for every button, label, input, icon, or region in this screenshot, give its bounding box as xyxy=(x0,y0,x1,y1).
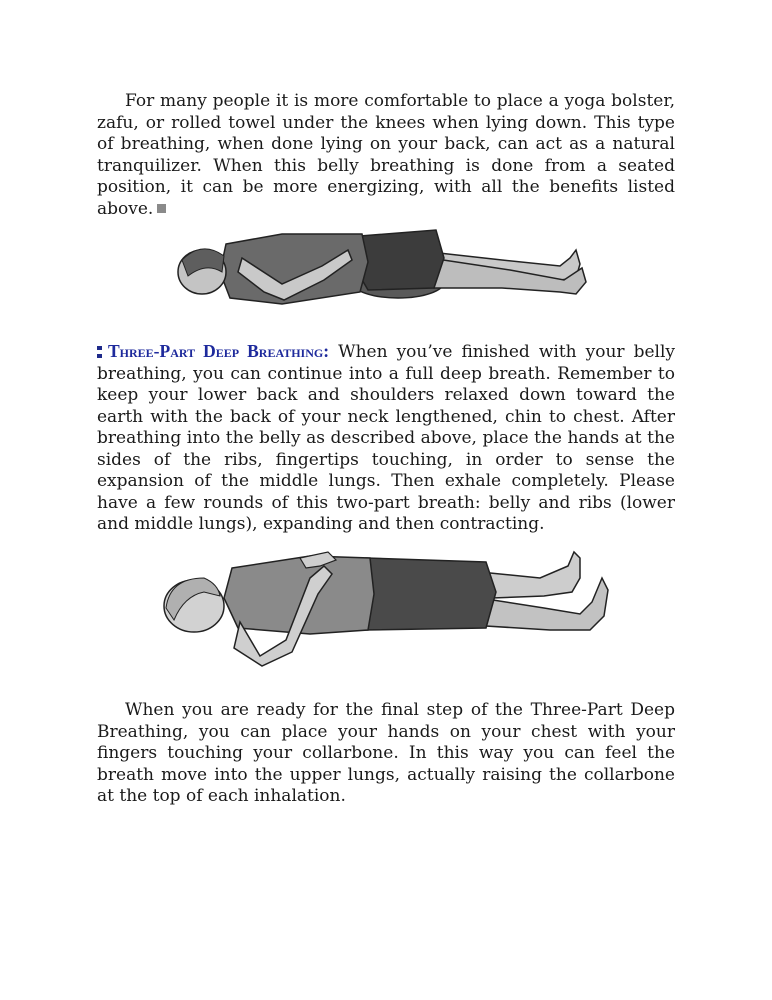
paragraph-final-step xyxy=(97,700,675,808)
paragraph-text: For many people it is more comfortable to place a yoga bolster, zafu, or rolled towel under the knees when lying down. This type of breathing, when done lying on your back, can act as a natural tranquilizer. When this belly breathing is done from a seated position, it can be more energizing, with all the benefits listed above. xyxy=(97,91,675,219)
reclining-figure-hands-on-ribs-illustration xyxy=(160,538,612,674)
paragraph-text: When you’ve finished with your belly breathing, you can continue into a full deep breath. Remember to keep your lower back and shoulders relaxed down toward the earth with the back of your neck lengthened, chin to chest. After breathing into the belly as described above, place the hands at the sides of the ribs, fingertips touching, in order to sense the expansion of the middle lungs. Then exhale completely. Please have a few rounds of this two-part breath: belly and ribs (lower and middle lungs), expanding and then contracting. xyxy=(97,342,676,534)
end-of-section-mark xyxy=(157,204,166,213)
section-heading: Three-Part Deep Breathing: xyxy=(108,341,330,361)
reclining-figure-with-bolster-illustration xyxy=(172,222,604,312)
section-bullet-icon xyxy=(97,346,102,358)
paragraph-three-part-breathing xyxy=(97,341,675,536)
paragraph-bolster-tip xyxy=(97,91,675,220)
paragraph-text: When you are ready for the final step of the Three-Part Deep Breathing, you can place your hands on your chest with your fingers touching your collarbone. In this way you can feel the breath move into the upper lungs, actually raising the collarbone at the top of each inhalation. xyxy=(97,700,675,806)
